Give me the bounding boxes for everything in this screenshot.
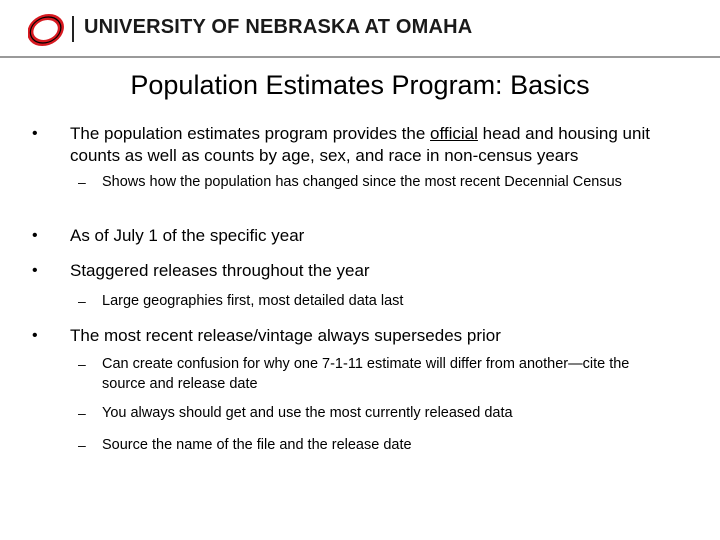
bullet-4-sub-1-marker: – — [78, 356, 86, 372]
university-name: UNIVERSITY OF NEBRASKA AT OMAHA — [84, 16, 473, 38]
bullet-1-sub-1: Shows how the population has changed since the most recent Decennial Census — [102, 174, 622, 190]
bullet-1-text-post: head and housing unit counts as well as counts by age, sex, and race in non-census years — [70, 124, 650, 165]
uno-logo-icon — [28, 14, 64, 46]
bullet-1-underlined: official — [430, 124, 478, 143]
header-separator — [72, 16, 74, 42]
bullet-1-marker: • — [32, 125, 38, 142]
bullet-3-marker: • — [32, 262, 38, 279]
bullet-2-marker: • — [32, 227, 38, 244]
bullet-4-text: The most recent release/vintage always supersedes prior — [70, 326, 501, 345]
bullet-2-text: As of July 1 of the specific year — [70, 226, 305, 245]
bullet-4-sub-3-marker: – — [78, 437, 86, 453]
bullet-3-text: Staggered releases throughout the year — [70, 261, 370, 280]
header-rule — [0, 56, 720, 58]
slide-title: Population Estimates Program: Basics — [130, 70, 590, 100]
bullet-1-text — [70, 123, 680, 167]
bullet-4-sub-1: Can create confusion for why one 7-1-11 estimate will differ from another—cite the source and release date — [102, 356, 630, 392]
bullet-4-marker: • — [32, 327, 38, 344]
bullet-1-text-pre: The population estimates program provides the — [70, 124, 431, 143]
bullet-4-sub-2-marker: – — [78, 405, 86, 421]
bullet-4-sub-2: You always should get and use the most currently released data — [102, 405, 513, 421]
bullet-3-sub-1: Large geographies first, most detailed data last — [102, 293, 404, 309]
header — [0, 0, 720, 58]
bullet-3-sub-1-marker: – — [78, 293, 86, 309]
bullet-4-sub-3: Source the name of the file and the release date — [102, 437, 412, 453]
bullet-1-sub-1-marker: – — [78, 174, 86, 190]
